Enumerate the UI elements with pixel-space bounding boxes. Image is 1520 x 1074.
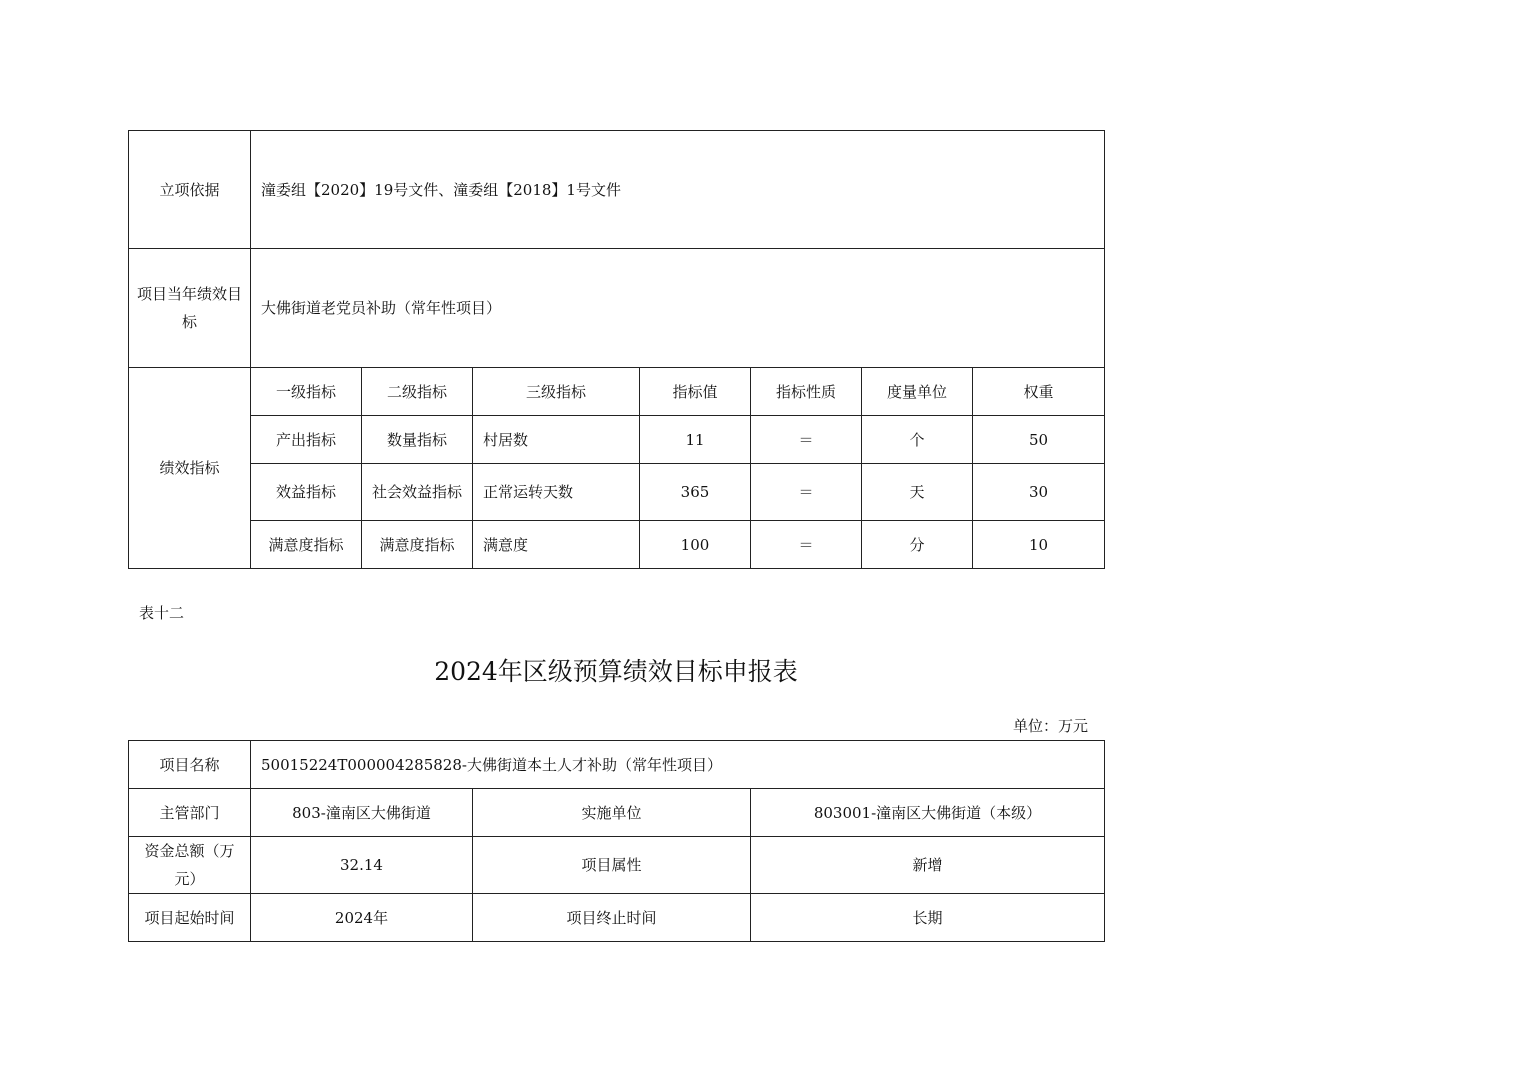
cell-unit: 天 xyxy=(862,464,973,521)
dept-label: 主管部门 xyxy=(129,789,251,837)
cell-unit: 个 xyxy=(862,416,973,464)
cell-weight: 10 xyxy=(973,521,1105,569)
project-name-row xyxy=(129,741,1105,789)
table-row xyxy=(129,521,1105,569)
period-row xyxy=(129,894,1105,942)
project-info-table xyxy=(128,740,1105,942)
basis-label: 立项依据 xyxy=(129,131,251,249)
end-value: 长期 xyxy=(751,894,1105,942)
table-row xyxy=(129,416,1105,464)
table-row xyxy=(129,464,1105,521)
cell-unit: 分 xyxy=(862,521,973,569)
header-level1: 一级指标 xyxy=(251,368,362,416)
cell-level2: 数量指标 xyxy=(362,416,473,464)
cell-value: 11 xyxy=(640,416,751,464)
attr-value: 新增 xyxy=(751,837,1105,894)
cell-weight: 30 xyxy=(973,464,1105,521)
goal-value: 大佛街道老党员补助（常年性项目） xyxy=(251,249,1105,368)
cell-value: 100 xyxy=(640,521,751,569)
impl-label: 实施单位 xyxy=(473,789,751,837)
cell-nature: ＝ xyxy=(751,416,862,464)
cell-level3: 正常运转天数 xyxy=(473,464,640,521)
cell-weight: 50 xyxy=(973,416,1105,464)
unit-note: 单位：万元 xyxy=(1013,717,1089,735)
start-label: 项目起始时间 xyxy=(129,894,251,942)
cell-value: 365 xyxy=(640,464,751,521)
end-label: 项目终止时间 xyxy=(473,894,751,942)
indicator-header-row xyxy=(129,368,1105,416)
cell-level1: 效益指标 xyxy=(251,464,362,521)
header-level3: 三级指标 xyxy=(473,368,640,416)
goal-row xyxy=(129,249,1105,368)
header-unit: 度量单位 xyxy=(862,368,973,416)
indicators-label: 绩效指标 xyxy=(129,368,251,569)
page-title: 2024年区级预算绩效目标申报表 xyxy=(434,657,798,686)
goal-label: 项目当年绩效目标 xyxy=(129,249,251,368)
dept-value: 803-潼南区大佛街道 xyxy=(251,789,473,837)
cell-level3: 村居数 xyxy=(473,416,640,464)
funds-row xyxy=(129,837,1105,894)
start-value: 2024年 xyxy=(251,894,473,942)
cell-level2: 满意度指标 xyxy=(362,521,473,569)
project-name-label: 项目名称 xyxy=(129,741,251,789)
cell-nature: ＝ xyxy=(751,464,862,521)
attr-label: 项目属性 xyxy=(473,837,751,894)
basis-row xyxy=(129,131,1105,249)
cell-nature: ＝ xyxy=(751,521,862,569)
department-row xyxy=(129,789,1105,837)
header-level2: 二级指标 xyxy=(362,368,473,416)
header-nature: 指标性质 xyxy=(751,368,862,416)
performance-indicator-table xyxy=(128,130,1105,569)
project-name-value: 50015224T000004285828-大佛街道本土人才补助（常年性项目） xyxy=(251,741,1105,789)
table-number-label: 表十二 xyxy=(139,604,185,622)
cell-level3: 满意度 xyxy=(473,521,640,569)
basis-value: 潼委组【2020】19号文件、潼委组【2018】1号文件 xyxy=(251,131,1105,249)
impl-value: 803001-潼南区大佛街道（本级） xyxy=(751,789,1105,837)
funds-label: 资金总额（万元） xyxy=(129,837,251,894)
cell-level1: 产出指标 xyxy=(251,416,362,464)
cell-level2: 社会效益指标 xyxy=(362,464,473,521)
header-weight: 权重 xyxy=(973,368,1105,416)
cell-level1: 满意度指标 xyxy=(251,521,362,569)
funds-value: 32.14 xyxy=(251,837,473,894)
header-value: 指标值 xyxy=(640,368,751,416)
